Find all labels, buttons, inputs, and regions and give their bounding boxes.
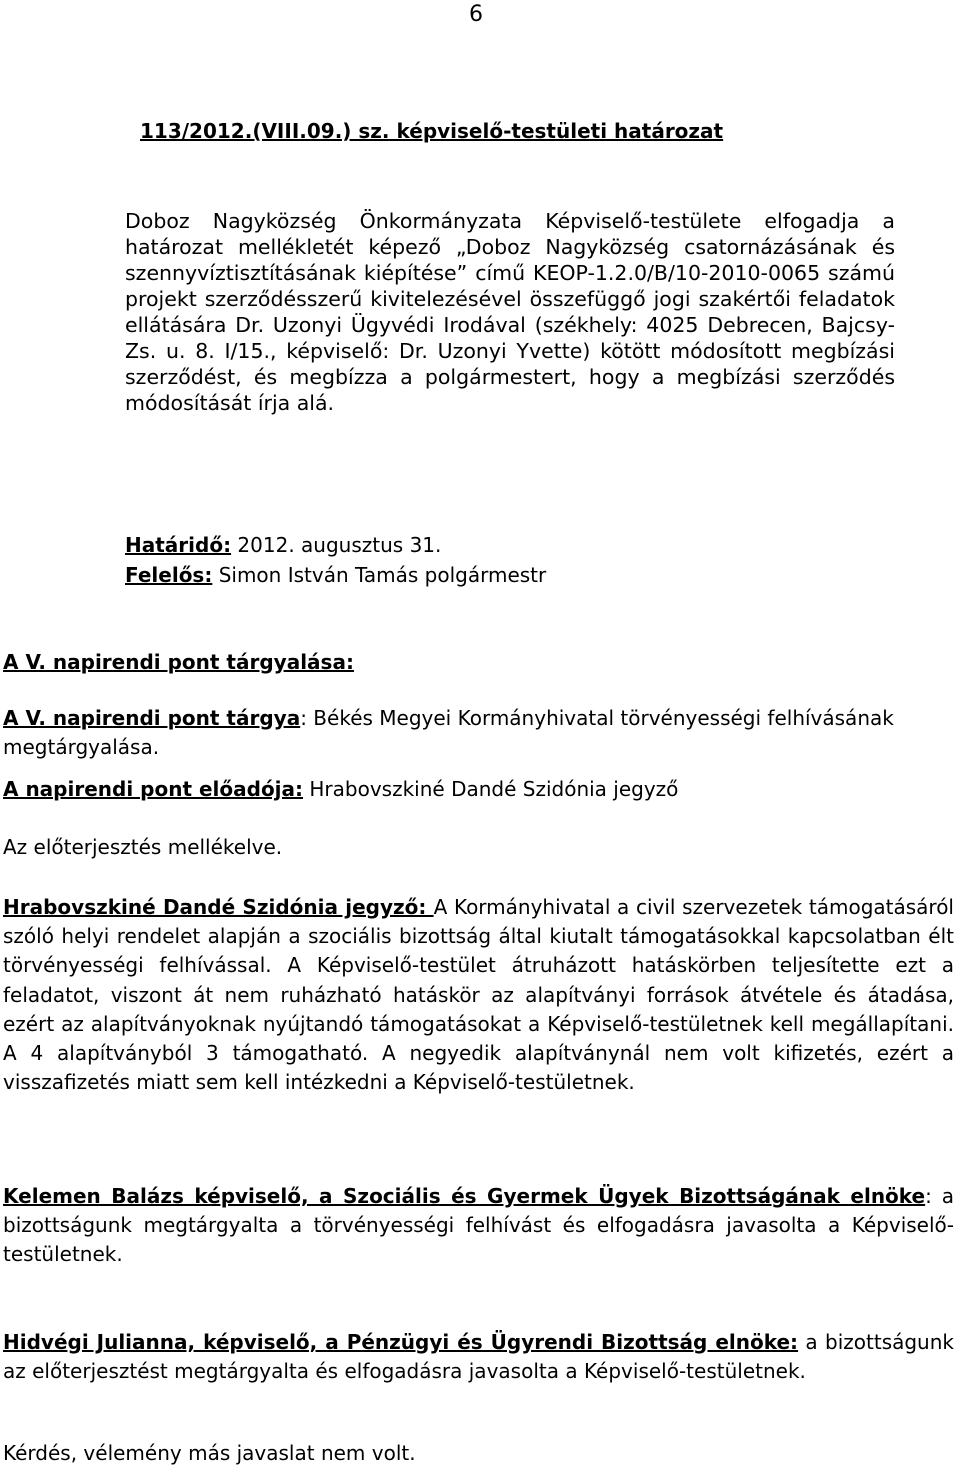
speech-text: a bizottságunk az előterjesztést megtárgyalta és elfogadásra javasolta a Képviselő-testületnek. xyxy=(3,1330,954,1384)
speaker-name: Hidvégi Julianna, képviselő, a Pénzügyi és Ügyrendi Bizottság elnöke: xyxy=(3,1330,799,1354)
speech-finance-committee xyxy=(3,1328,954,1386)
responsible-label: Felelős: xyxy=(125,563,213,587)
deadline-value: 2012. augusztus 31. xyxy=(231,533,442,557)
closing-note: Kérdés, vélemény más javaslat nem volt. xyxy=(3,1441,416,1465)
responsible-value: Simon István Tamás polgármestr xyxy=(212,563,547,587)
speech-text: : a bizottságunk megtárgyalta a törvényességi felhívást és elfogadásra javasolta a Képviselő-testületnek. xyxy=(3,1184,954,1267)
agenda-presenter xyxy=(3,777,678,801)
agenda-heading: A V. napirendi pont tárgyalása: xyxy=(3,650,354,674)
page-number: 6 xyxy=(469,2,483,27)
speaker-name: Kelemen Balázs képviselő, a Szociális és Gyermek Ügyek Bizottságának elnöke xyxy=(3,1184,926,1208)
agenda-topic-text: : Békés Megyei Kormányhivatal törvényességi felhívásának megtárgyalása. xyxy=(3,706,894,759)
attached-note: Az előterjesztés mellékelve. xyxy=(3,835,283,859)
speech-text: A Kormányhivatal a civil szervezetek támogatásáról szóló helyi rendelet alapján a szociális bizottság által kiutalt támogatásokkal kapcsolatban élt törvényességi felhívással. A Képviselő-testület átruházott hatáskörben teljesítette ezt a feladatot, viszont át nem ruházható hatáskör az alapítványi források átvétele és átadása, ezért az alapítványoknak nyújtandó támogatásokat a Képviselő-testületnek kell megállapítani. A 4 alapítványból 3 támogatható. A negyedik alapítványnál nem volt kifizetés, ezért a visszafizetés miatt sem kell intézkedni a Képviselő-testületnek. xyxy=(3,895,954,1095)
speaker-name: Hrabovszkiné Dandé Szidónia jegyző: xyxy=(3,895,434,919)
presenter-value: Hrabovszkiné Dandé Szidónia jegyző xyxy=(303,777,679,801)
presenter-label: A napirendi pont előadója: xyxy=(3,777,304,801)
deadline xyxy=(125,533,441,557)
resolution-title: 113/2012.(VIII.09.) sz. képviselő-testületi határozat xyxy=(140,119,724,143)
deadline-label: Határidő: xyxy=(125,533,232,557)
resolution-body: Doboz Nagyközség Önkormányzata Képviselő-testülete elfogadja a határozat mellékletét képező „Doboz Nagyközség csatornázásának és szennyvíztisztításának kiépítése” című KEOP-1.2.0/B/10-2010-0065 számú projekt szerződésszerű kivitelezésével összefüggő jogi szakértői feladatok ellátására Dr. Uzonyi Ügyvédi Irodával (székhely: 4025 Debrecen, Bajcsy-Zs. u. 8. I/15., képviselő: Dr. Uzonyi Yvette) kötött módosított megbízási szerződést, és megbízza a polgármestert, hogy a megbízási szerződés módosítását írja alá. xyxy=(125,209,895,415)
agenda-topic-label: A V. napirendi pont tárgya xyxy=(3,706,301,730)
agenda-topic xyxy=(3,704,943,762)
speech-social-committee xyxy=(3,1182,954,1270)
speech-clerk xyxy=(3,893,954,1097)
responsible xyxy=(125,563,546,587)
